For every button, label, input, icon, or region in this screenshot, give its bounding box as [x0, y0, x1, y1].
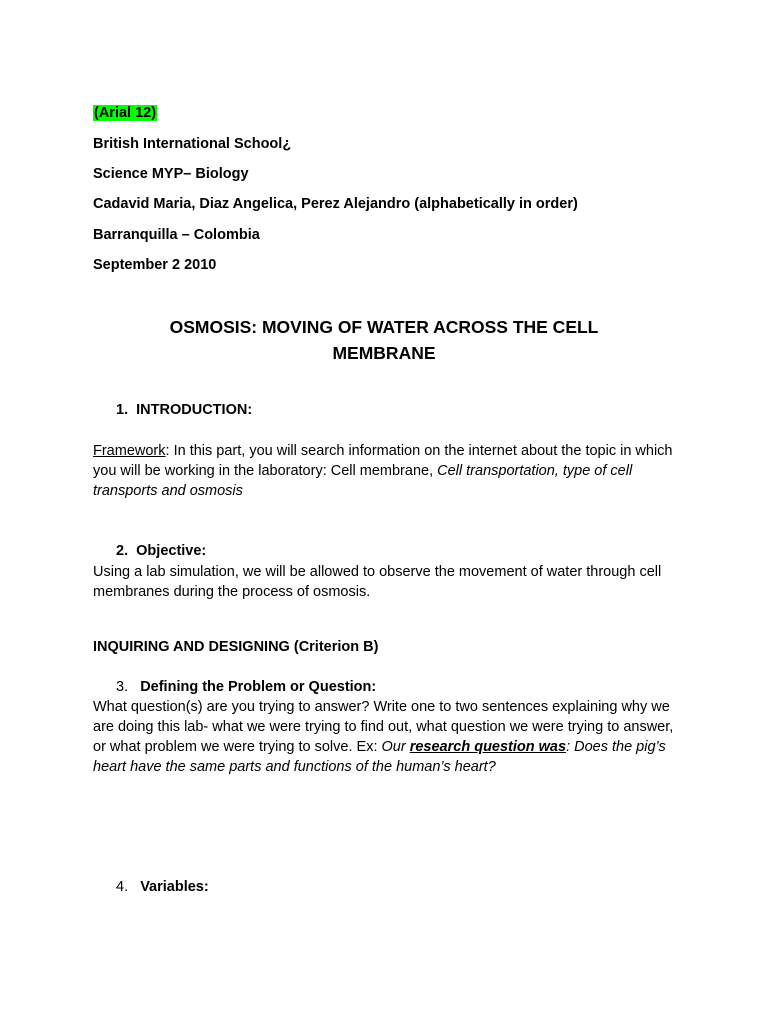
problem-paragraph [93, 697, 683, 777]
problem-text: What question(s) are you trying to answer? Write one to two sentences explaining why we are doing this lab- what we were trying to find out, what question we were trying to answer, or what problem we were trying to solve. Ex: [93, 699, 674, 755]
section-objective-heading [116, 541, 206, 561]
section-title: Variables: [140, 879, 209, 895]
section-number: 4. [116, 879, 129, 895]
title-line-1: OSMOSIS: MOVING OF WATER ACROSS THE CELL [169, 317, 599, 337]
example-bold-text: research question was [409, 739, 567, 755]
location: Barranquilla – Colombia [93, 227, 260, 243]
framework-text: : In this part, you will search information on the internet about the topic in which you will be working in the laboratory: Cell membrane, [93, 443, 673, 479]
framework-paragraph [93, 441, 683, 501]
objective-paragraph: Using a lab simulation, we will be allowed to observe the movement of water through cell membranes during the process of osmosis. [93, 564, 662, 600]
section-introduction-heading [116, 400, 252, 420]
example-rest: : Does the pig’s heart have the same parts and functions of the human’s heart? [93, 739, 666, 775]
format-note-highlight: (Arial 12) [94, 105, 157, 121]
date: September 2 2010 [93, 257, 217, 273]
document-title [93, 314, 675, 366]
framework-label: Framework [93, 443, 166, 459]
author-list: Cadavid Maria, Diaz Angelica, Perez Alejandro (alphabetically in order) [93, 196, 578, 212]
section-number: 3. [116, 679, 129, 695]
section-number: 2. [116, 543, 129, 559]
section-title: Defining the Problem or Question: [140, 679, 377, 695]
section-variables-heading [116, 877, 209, 897]
section-number: 1. [116, 402, 129, 418]
example-lead: Our [381, 739, 410, 755]
section-title: Objective: [136, 543, 207, 559]
section-problem-heading [116, 677, 376, 697]
course-name: Science MYP– Biology [93, 166, 249, 182]
inquiring-heading: INQUIRING AND DESIGNING (Criterion B) [93, 639, 379, 655]
school-name: British International School¿ [93, 136, 292, 152]
title-line-2: MEMBRANE [332, 343, 436, 363]
format-note [93, 103, 157, 123]
section-title: INTRODUCTION: [136, 402, 253, 418]
framework-italic-text: Cell transportation, type of cell transports and osmosis [93, 463, 633, 499]
